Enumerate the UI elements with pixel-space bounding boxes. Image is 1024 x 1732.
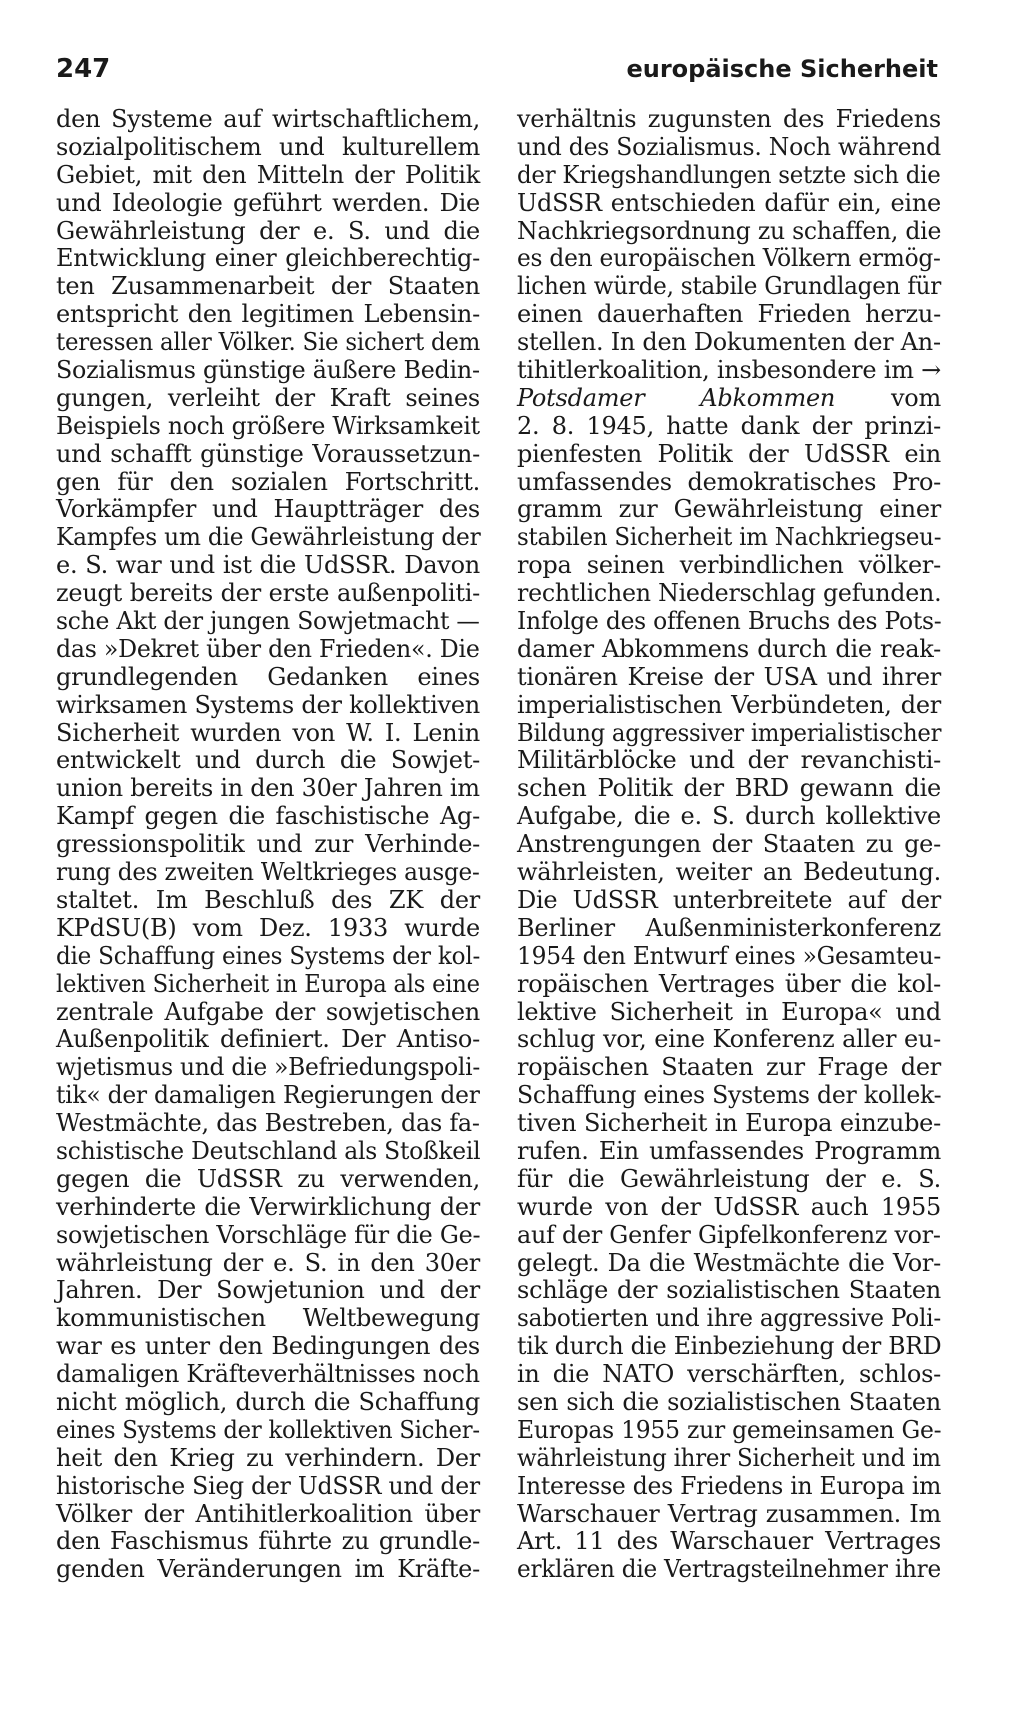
- text-line: sowjetischen Vorschläge für die Ge-: [56, 1220, 481, 1249]
- text-line: rechtlichen Niederschlag gefunden.: [517, 579, 942, 608]
- text-line: Kampf gegen die faschistische Ag-: [56, 802, 480, 831]
- text-line: lektiven Sicherheit in Europa als eine: [56, 969, 480, 998]
- text-line: schläge der sozialistischen Staaten: [517, 1276, 941, 1305]
- text-line: Gewährleistung der e. S. und die: [56, 216, 480, 245]
- text-line: Gebiet, mit den Mitteln der Politik: [56, 160, 480, 189]
- text-line: rufen. Ein umfassendes Programm: [517, 1136, 941, 1165]
- text-line: e. S. war und ist die UdSSR. Davon: [56, 551, 480, 580]
- text-line: gramm zur Gewährleistung einer: [517, 495, 941, 524]
- text-line: UdSSR entschieden dafür ein, eine: [517, 188, 941, 217]
- text-line: ropäischen Staaten zur Frage der: [517, 1053, 941, 1082]
- text-line: imperialistischen Verbündeten, der: [517, 690, 941, 719]
- text-line: Militärblöcke und der revanchisti-: [517, 746, 941, 775]
- text-line: auf der Genfer Gipfelkonferenz vor-: [517, 1220, 941, 1249]
- text-line: eines Systems der kollektiven Sicher-: [56, 1415, 480, 1444]
- text-line: historische Sieg der UdSSR und der: [56, 1471, 480, 1500]
- text-line: Kampfes um die Gewährleistung der: [56, 523, 481, 552]
- text-line: lektive Sicherheit in Europa« und: [517, 997, 941, 1026]
- text-line: heit den Krieg zu verhindern. Der: [56, 1443, 480, 1472]
- text-line: staltet. Im Beschluß des ZK der: [56, 885, 480, 914]
- text-line: gegen die UdSSR zu verwenden,: [56, 1164, 480, 1193]
- text-line: es den europäischen Völkern ermög-: [517, 244, 941, 273]
- text-line: gungen, verleiht der Kraft seines: [56, 383, 480, 412]
- text-line: damaligen Kräfteverhältnisses noch: [56, 1360, 480, 1389]
- text-line: ropa seinen verbindlichen völker-: [517, 551, 941, 580]
- text-line: nicht möglich, durch die Schaffung: [56, 1387, 480, 1416]
- text-line: in die NATO verschärften, schlos-: [517, 1360, 941, 1389]
- right-text-column: [517, 106, 941, 1584]
- text-line: der Kriegshandlungen setzte sich die: [517, 160, 941, 189]
- text-line: Bildung aggressiver imperialistischer: [517, 718, 942, 747]
- text-line: wurde von der UdSSR auch 1955: [517, 1192, 941, 1221]
- text-line: Vorkämpfer und Hauptträger des: [56, 495, 480, 524]
- text-line: lichen würde, stabile Grundlagen für: [517, 272, 942, 301]
- text-line: zentrale Aufgabe der sowjetischen: [56, 997, 480, 1026]
- text-line: Schaffung eines Systems der kollek-: [517, 1081, 942, 1110]
- text-line: das »Dekret über den Frieden«. Die: [56, 634, 480, 663]
- running-head: [56, 52, 938, 92]
- text-line: sen sich die sozialistischen Staaten: [517, 1387, 941, 1416]
- text-line: teressen aller Völker. Sie sichert dem: [56, 328, 481, 357]
- text-line: Entwicklung einer gleichberechtig-: [56, 244, 480, 273]
- text-line: tiven Sicherheit in Europa einzube-: [517, 1109, 941, 1138]
- text-line: schlug vor, eine Konferenz aller eu-: [517, 1025, 941, 1054]
- text-line: Potsdamer Abkommen vom: [517, 383, 941, 412]
- text-line: tionären Kreise der USA und ihrer: [517, 662, 941, 691]
- text-line: den Faschismus führte zu grundle-: [56, 1527, 480, 1556]
- text-line: und des Sozialismus. Noch während: [517, 132, 941, 161]
- text-line: gelegt. Da die Westmächte die Vor-: [517, 1248, 941, 1277]
- text-line: tik« der damaligen Regierungen der: [56, 1081, 480, 1110]
- text-line: Völker der Antihitlerkoalition über: [56, 1499, 480, 1528]
- text-line: für die Gewährleistung der e. S.: [517, 1164, 941, 1193]
- text-line: währleistung der e. S. in den 30er: [56, 1248, 480, 1277]
- text-line: schistische Deutschland als Stoßkeil: [56, 1136, 481, 1165]
- text-line: 2. 8. 1945, hatte dank der prinzi-: [517, 411, 941, 440]
- text-line: war es unter den Bedingungen des: [56, 1332, 480, 1361]
- text-line: Jahren. Der Sowjetunion und der: [56, 1276, 480, 1305]
- text-line: wjetismus und die »Befriedungspoli-: [56, 1053, 481, 1082]
- text-line: tihitlerkoalition, insbesondere im →: [517, 356, 941, 385]
- text-line: gressionspolitik und zur Verhinde-: [56, 830, 480, 859]
- text-line: Nachkriegsordnung zu schaffen, die: [517, 216, 942, 245]
- text-line: union bereits in den 30er Jahren im: [56, 774, 480, 803]
- text-line: Warschauer Vertrag zusammen. Im: [517, 1499, 941, 1528]
- text-line: ropäischen Vertrages über die kol-: [517, 969, 941, 998]
- text-line: schen Politik der BRD gewann die: [517, 774, 941, 803]
- text-line: umfassendes demokratisches Pro-: [517, 467, 941, 496]
- text-line: und Ideologie geführt werden. Die: [56, 188, 480, 217]
- text-line: stabilen Sicherheit im Nachkriegseu-: [517, 523, 942, 552]
- text-line: sabotierten und ihre aggressive Poli-: [517, 1304, 941, 1333]
- text-line: pienfesten Politik der UdSSR ein: [517, 439, 941, 468]
- text-line: Die UdSSR unterbreitete auf der: [517, 885, 941, 914]
- text-line: den Systeme auf wirtschaftlichem,: [56, 105, 480, 133]
- text-line: rung des zweiten Weltkrieges ausge-: [56, 858, 480, 887]
- text-line: Europas 1955 zur gemeinsamen Ge-: [517, 1415, 942, 1444]
- text-line: und schafft günstige Voraussetzun-: [56, 439, 480, 468]
- text-line: Sicherheit wurden von W. I. Lenin: [56, 718, 480, 747]
- text-line: Aufgabe, die e. S. durch kollektive: [517, 802, 941, 831]
- text-line: stellen. In den Dokumenten der An-: [517, 328, 941, 357]
- text-line: währleistung ihrer Sicherheit und im: [517, 1443, 941, 1472]
- text-line: kommunistischen Weltbewegung: [56, 1304, 480, 1333]
- text-line: Anstrengungen der Staaten zu ge-: [517, 830, 941, 859]
- text-line: Art. 11 des Warschauer Vertrages: [517, 1527, 941, 1556]
- text-line: verhinderte die Verwirklichung der: [56, 1192, 480, 1221]
- text-line: damer Abkommens durch die reak-: [517, 634, 941, 663]
- text-line: Beispiels noch größere Wirksamkeit: [56, 411, 480, 440]
- left-text-column: [56, 106, 480, 1584]
- text-line: gen für den sozialen Fortschritt.: [56, 467, 480, 496]
- text-line: Außenpolitik definiert. Der Antiso-: [56, 1025, 480, 1054]
- text-line: tik durch die Einbeziehung der BRD: [517, 1332, 942, 1361]
- text-line: Berliner Außenministerkonferenz: [517, 913, 941, 942]
- text-line: verhältnis zugunsten des Friedens: [517, 105, 941, 133]
- text-line: wirksamen Systems der kollektiven: [56, 690, 480, 719]
- running-title: europäische Sicherheit: [626, 55, 938, 83]
- text-line: sozialpolitischem und kulturellem: [56, 132, 480, 161]
- cross-reference: Potsdamer Abkommen: [517, 383, 836, 412]
- text-line: die Schaffung eines Systems der kol-: [56, 941, 481, 970]
- text-line: entspricht den legitimen Lebensin-: [56, 300, 480, 329]
- text-line: 1954 den Entwurf eines »Gesamteu-: [517, 941, 942, 970]
- text-line: sche Akt der jungen Sowjetmacht —: [56, 607, 480, 636]
- text-line: zeugt bereits der erste außenpoliti-: [56, 579, 480, 608]
- text-line: währleisten, weiter an Bedeutung.: [517, 858, 941, 887]
- text-line: grundlegenden Gedanken eines: [56, 662, 480, 691]
- text-line: Sozialismus günstige äußere Bedin-: [56, 356, 480, 385]
- text-line: erklären die Vertragsteilnehmer ihre: [517, 1555, 941, 1584]
- text-line: KPdSU(B) vom Dez. 1933 wurde: [56, 913, 480, 942]
- text-line: Westmächte, das Bestreben, das fa-: [56, 1109, 480, 1138]
- text-line: genden Veränderungen im Kräfte-: [56, 1555, 480, 1584]
- text-line: ten Zusammenarbeit der Staaten: [56, 272, 480, 301]
- page-number: 247: [56, 54, 111, 84]
- text-line: entwickelt und durch die Sowjet-: [56, 746, 480, 775]
- text-line: Infolge des offenen Bruchs des Pots-: [517, 607, 942, 636]
- text-line: einen dauerhaften Frieden herzu-: [517, 300, 941, 329]
- text-line: Interesse des Friedens in Europa im: [517, 1471, 942, 1500]
